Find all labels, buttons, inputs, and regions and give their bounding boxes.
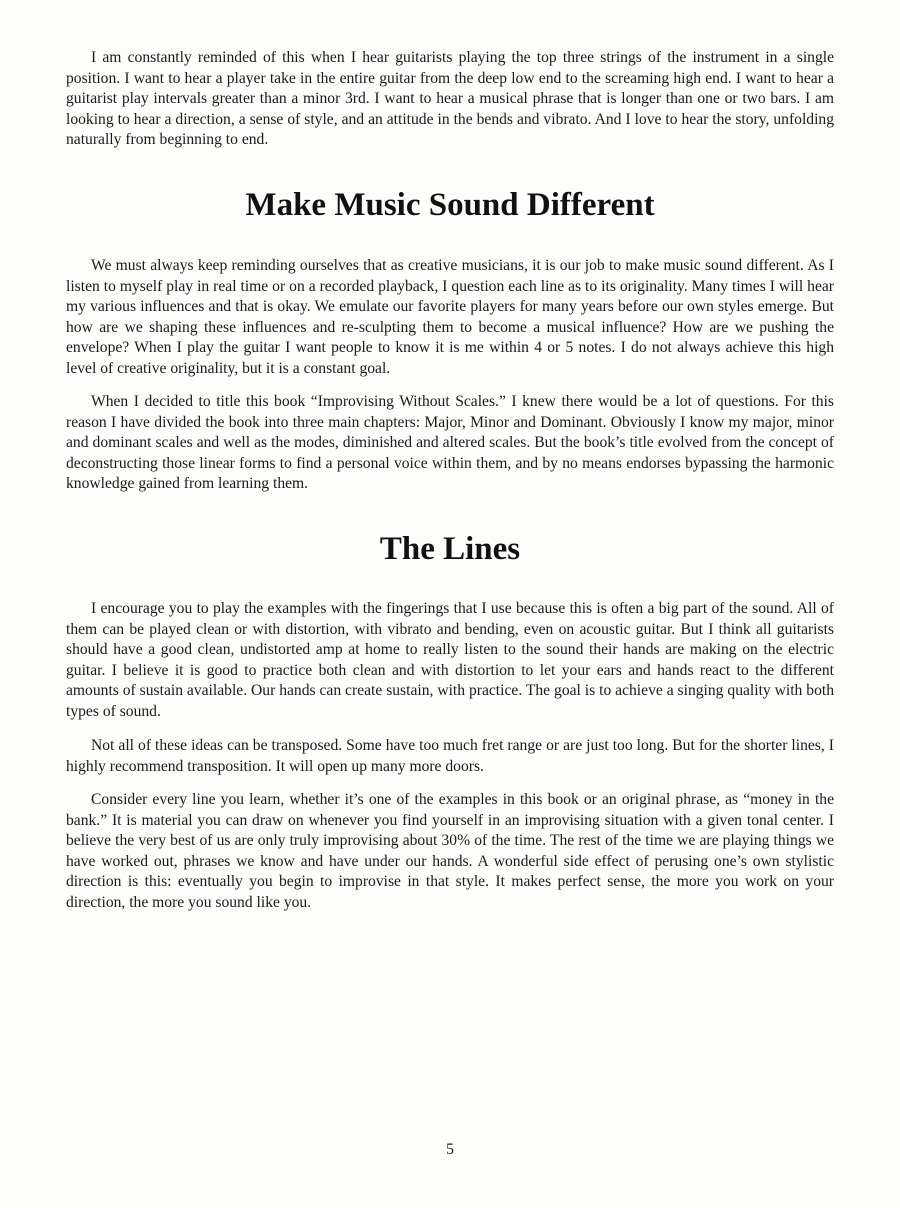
body-paragraph: Consider every line you learn, whether it’s one of the examples in this book or an original phrase, as “money in the bank.” It is material you can draw on whenever you find yourself in an improvising situation with a given tonal center. I believe the very best of us are only truly improvising about 30% of the time. The rest of the time we are playing things we have worked out, phrases we know and have under our hands. A wonderful side effect of perusing one’s own stylistic direction is this: eventually you begin to improvise in that style. It makes perfect sense, the more you work on your direction, the more you sound like you.: [66, 791, 834, 911]
body-paragraph: Not all of these ideas can be transposed. Some have too much fret range or are just too long. But for the shorter lines, I highly recommend transposition. It will open up many more doors.: [66, 737, 834, 775]
section-heading-make-music-sound-different: Make Music Sound Different: [245, 187, 655, 223]
intro-paragraph: I am constantly reminded of this when I hear guitarists playing the top three strings of the instrument in a single position. I want to hear a player take in the entire guitar from the deep low end to the screaming high end. I want to hear a guitarist play intervals greater than a minor 3rd. I want to hear a musical phrase that is longer than one or two bars. I am looking to hear a direction, a sense of style, and an attitude in the bends and vibrato. And I love to hear the story, unfolding naturally from beginning to end.: [66, 49, 834, 149]
body-paragraph: We must always keep reminding ourselves that as creative musicians, it is our job to make music sound different. As I listen to myself play in real time or on a recorded playback, I question each line as to its originality. Many times I will hear my various influences and that is okay. We emulate our favorite players for many years before our own styles emerge. But how are we shaping these influences and re-sculpting them to become a musical influence? How are we pushing the envelope? When I play the guitar I want people to know it is me within 4 or 5 notes. I do not always achieve this high level of creative originality, but it is a constant goal.: [66, 257, 834, 377]
section-heading-the-lines: The Lines: [379, 531, 521, 567]
body-paragraph: When I decided to title this book “Improvising Without Scales.” I knew there would be a lot of questions. For this reason I have divided the book into three main chapters: Major, Minor and Dominant. Obviously I know my major, minor and dominant scales and well as the modes, diminished and altered scales. But the book’s title evolved from the concept of deconstructing those linear forms to find a personal voice within them, and by no means endorses bypassing the harmonic knowledge gained from learning them.: [66, 393, 834, 493]
body-paragraph: I encourage you to play the examples with the fingerings that I use because this is often a big part of the sound. All of them can be played clean or with distortion, with vibrato and bending, even on acoustic guitar. But I think all guitarists should have a good clean, undistorted amp at home to really listen to the sound their hands are making on the electric guitar. I believe it is good to practice both clean and with distortion to let your ears and hands react to the different amounts of sustain available. Our hands can create sustain, with practice. The goal is to achieve a singing quality with both types of sound.: [66, 600, 834, 720]
page-number: 5: [446, 1141, 454, 1158]
